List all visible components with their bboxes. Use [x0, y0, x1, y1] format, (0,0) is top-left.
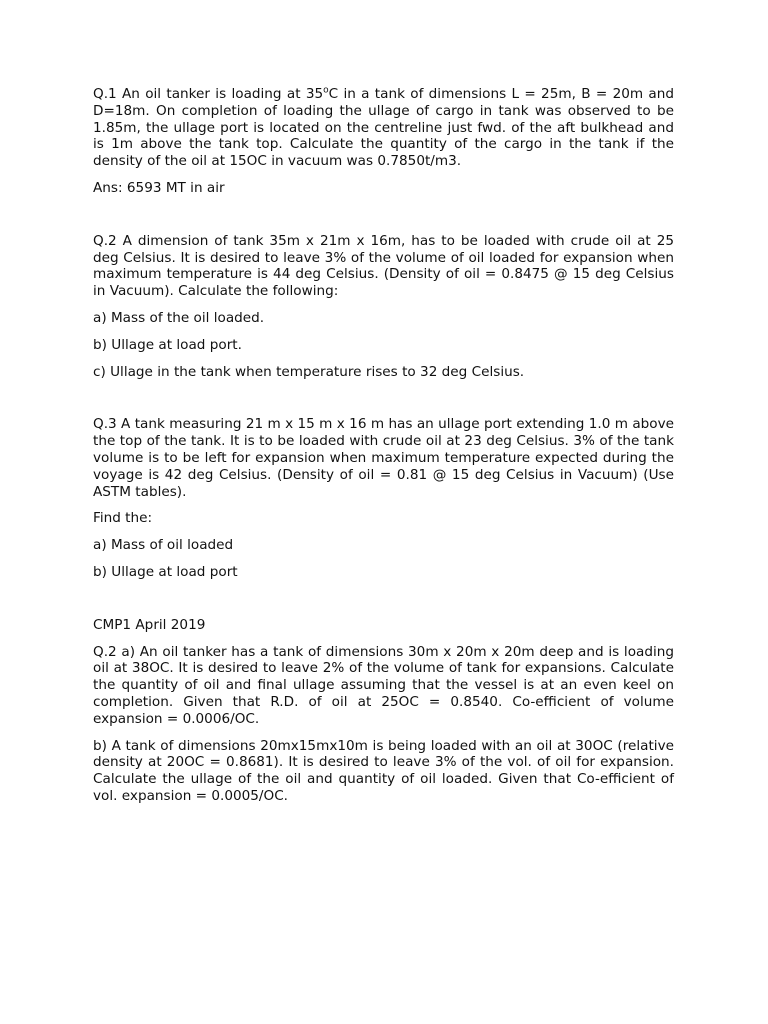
question-3-part-b: b) Ullage at load port	[93, 563, 238, 580]
question-1-text-end: C in a tank of dimensions L = 25m, B = 20m and D=18m. On completion of loading the ullage of cargo in tank was observed to be 1.85m, the ullage port is located on the centreline just fwd. of the aft bulkhead and is 1m above the tank top. Calculate the quantity of the cargo in the tank if the density of the oil at 15OC in vacuum was 0.7850t/m3.	[93, 86, 674, 170]
cmp1-question-2a: Q.2 a) An oil tanker has a tank of dimensions 30m x 20m x 20m deep and is loading oil at 38OC. It is desired to leave 2% of the volume of tank for expansions. Calculate the quantity of oil and final ullage assuming that the vessel is at an even keel on completion. Given that R.D. of oil at 25OC = 0.8540. Co-efficient of volume expansion = 0.0006/OC.	[93, 643, 674, 727]
spacer	[93, 207, 674, 233]
question-2-part-a: a) Mass of the oil loaded.	[93, 309, 265, 326]
spacer	[93, 591, 674, 617]
spacer	[93, 390, 674, 416]
question-2-part-c: c) Ullage in the tank when temperature rises to 32 deg Celsius.	[93, 363, 525, 380]
section-heading: CMP1 April 2019	[93, 616, 206, 633]
degree-superscript: o	[323, 85, 329, 96]
question-3-part-a: a) Mass of oil loaded	[93, 537, 234, 554]
question-1-text-start: Q.1 An oil tanker is loading at 35	[93, 86, 324, 102]
question-1-answer: Ans: 6593 MT in air	[93, 179, 225, 196]
question-1	[93, 86, 674, 170]
document-page	[93, 86, 674, 815]
cmp1-question-2b: b) A tank of dimensions 20mx15mx10m is being loaded with an oil at 30OC (relative density at 20OC = 0.8681). It is desired to leave 3% of the vol. of oil for expansion. Calculate the ullage of the oil and quantity of oil loaded. Given that Co-efficient of vol. expansion = 0.0005/OC.	[93, 737, 674, 804]
question-2: Q.2 A dimension of tank 35m x 21m x 16m, has to be loaded with crude oil at 25 deg Celsius. It is desired to leave 3% of the volume of oil loaded for expansion when maximum temperature is 44 deg Celsius. (Density of oil = 0.8475 @ 15 deg Celsius in Vacuum). Calculate the following:	[93, 232, 674, 300]
question-3-find: Find the:	[93, 510, 153, 527]
question-2-part-b: b) Ullage at load port.	[93, 336, 242, 353]
question-3: Q.3 A tank measuring 21 m x 15 m x 16 m has an ullage port extending 1.0 m above the top of the tank. It is to be loaded with crude oil at 23 deg Celsius. 3% of the tank volume is to be left for expansion when maximum temperature expected during the voyage is 42 deg Celsius. (Density of oil = 0.81 @ 15 deg Celsius in Vacuum) (Use ASTM tables).	[93, 416, 674, 500]
